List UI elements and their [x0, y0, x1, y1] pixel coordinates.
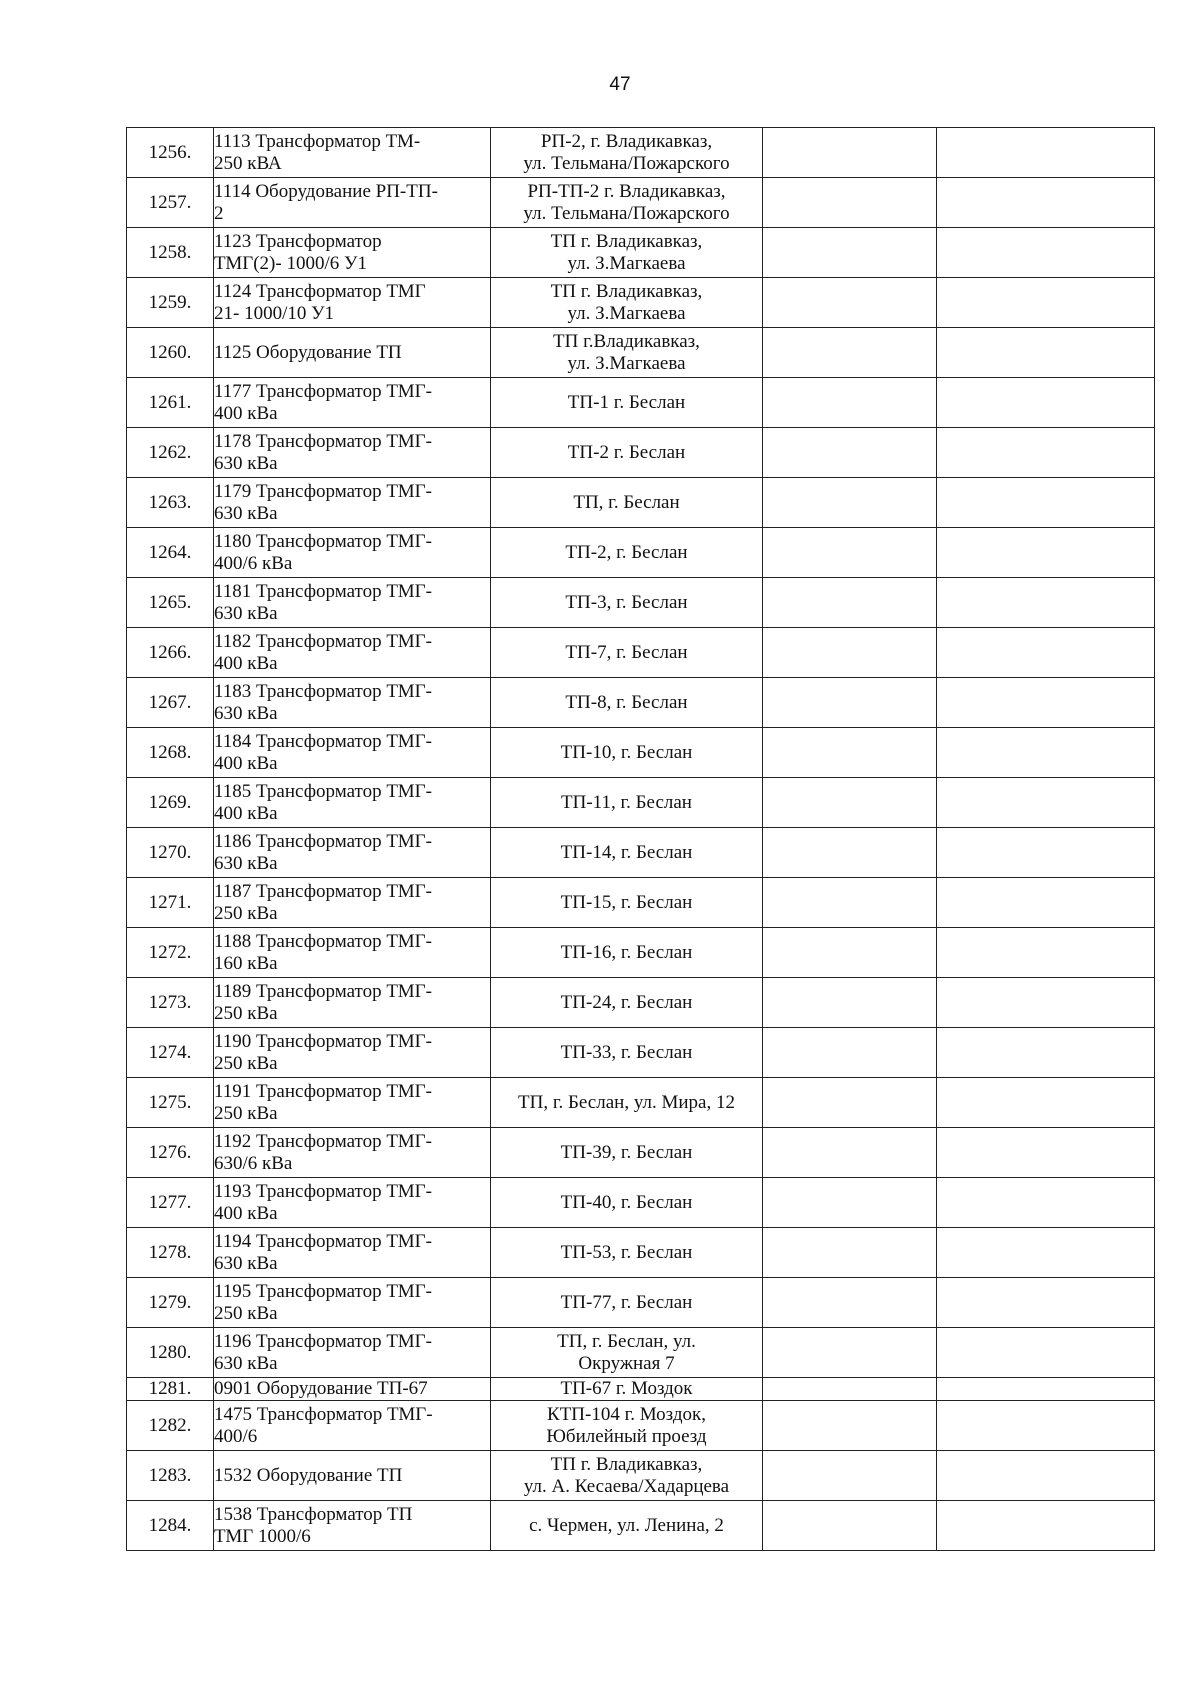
row-number: 1277. — [127, 1178, 214, 1228]
table-row — [127, 728, 1155, 778]
location-cell — [491, 678, 763, 728]
empty-cell — [937, 1078, 1155, 1128]
table-row — [127, 1451, 1155, 1501]
equipment-name-line: 630 кВа — [214, 702, 278, 724]
location-cell — [491, 1228, 763, 1278]
equipment-name-line: 1123 Трансформатор — [214, 230, 382, 252]
equipment-name-line: 630 кВа — [214, 502, 278, 524]
location-line: ТП-1 г. Беслан — [567, 391, 686, 413]
row-number: 1283. — [127, 1451, 214, 1501]
location-cell — [491, 1028, 763, 1078]
equipment-name-cell — [214, 1278, 491, 1328]
empty-cell — [937, 1228, 1155, 1278]
location-line: ТП-53, г. Беслан — [560, 1241, 693, 1263]
location-cell — [491, 878, 763, 928]
row-number: 1284. — [127, 1501, 214, 1551]
empty-cell — [937, 528, 1155, 578]
location-cell — [491, 728, 763, 778]
location-cell — [491, 628, 763, 678]
equipment-name-cell — [214, 328, 491, 378]
empty-cell — [763, 828, 937, 878]
table-row — [127, 978, 1155, 1028]
empty-cell — [763, 978, 937, 1028]
equipment-name-line: 1125 Оборудование ТП — [214, 341, 402, 363]
equipment-name-line: 400 кВа — [214, 1202, 278, 1224]
location-line: ул. З.Магкаева — [567, 252, 686, 274]
equipment-name-cell — [214, 778, 491, 828]
equipment-name-cell — [214, 928, 491, 978]
equipment-name-line: 400 кВа — [214, 402, 278, 424]
row-number: 1260. — [127, 328, 214, 378]
equipment-name-cell — [214, 378, 491, 428]
location-cell — [491, 1128, 763, 1178]
location-line: ТП-11, г. Беслан — [561, 791, 692, 813]
empty-cell — [937, 278, 1155, 328]
empty-cell — [937, 828, 1155, 878]
equipment-name-line: 1475 Трансформатор ТМГ- — [214, 1403, 433, 1425]
equipment-name-line: 400/6 кВа — [214, 552, 293, 574]
row-number: 1263. — [127, 478, 214, 528]
equipment-name-cell — [214, 578, 491, 628]
row-number: 1257. — [127, 178, 214, 228]
location-line: ТП-8, г. Беслан — [565, 691, 688, 713]
location-cell — [491, 278, 763, 328]
equipment-name-cell — [214, 878, 491, 928]
location-cell — [491, 928, 763, 978]
location-line: ТП-3, г. Беслан — [565, 591, 688, 613]
equipment-name-cell — [214, 1178, 491, 1228]
empty-cell — [763, 628, 937, 678]
empty-cell — [937, 1128, 1155, 1178]
location-cell — [491, 428, 763, 478]
equipment-name-line: 1181 Трансформатор ТМГ- — [214, 580, 432, 602]
location-cell — [491, 1178, 763, 1228]
location-cell — [491, 378, 763, 428]
row-number: 1261. — [127, 378, 214, 428]
row-number: 1258. — [127, 228, 214, 278]
location-line: ул. З.Магкаева — [567, 302, 686, 324]
table-row — [127, 1401, 1155, 1451]
empty-cell — [763, 228, 937, 278]
empty-cell — [937, 1401, 1155, 1451]
table-row — [127, 578, 1155, 628]
location-cell — [491, 478, 763, 528]
equipment-name-line: 1195 Трансформатор ТМГ- — [214, 1280, 432, 1302]
table-row — [127, 328, 1155, 378]
equipment-name-line: 21- 1000/10 У1 — [214, 302, 335, 324]
equipment-name-line: 1193 Трансформатор ТМГ- — [214, 1180, 432, 1202]
equipment-name-line: 630 кВа — [214, 1252, 278, 1274]
equipment-name-line: 630 кВа — [214, 852, 278, 874]
equipment-name-cell — [214, 428, 491, 478]
empty-cell — [937, 1028, 1155, 1078]
location-cell — [491, 178, 763, 228]
table-row — [127, 1278, 1155, 1328]
empty-cell — [937, 928, 1155, 978]
table-row — [127, 228, 1155, 278]
equipment-name-line: 1124 Трансформатор ТМГ — [214, 280, 426, 302]
equipment-name-cell — [214, 278, 491, 328]
location-cell — [491, 1278, 763, 1328]
empty-cell — [937, 428, 1155, 478]
location-line: ТП-15, г. Беслан — [560, 891, 693, 913]
empty-cell — [937, 1501, 1155, 1551]
table-row — [127, 1328, 1155, 1378]
equipment-name-line: 400 кВа — [214, 802, 278, 824]
location-line: ТП-2 г. Беслан — [567, 441, 686, 463]
row-number: 1271. — [127, 878, 214, 928]
equipment-name-cell — [214, 1228, 491, 1278]
location-line: ТП-40, г. Беслан — [560, 1191, 693, 1213]
equipment-name-cell — [214, 1378, 491, 1401]
empty-cell — [937, 728, 1155, 778]
equipment-name-line: 1179 Трансформатор ТМГ- — [214, 480, 432, 502]
empty-cell — [763, 1328, 937, 1378]
equipment-name-line: 250 кВа — [214, 1052, 278, 1074]
registry-table — [126, 127, 1155, 1551]
location-line: ТП-2, г. Беслан — [565, 541, 688, 563]
equipment-name-cell — [214, 1401, 491, 1451]
empty-cell — [763, 678, 937, 728]
equipment-name-cell — [214, 128, 491, 178]
location-cell — [491, 528, 763, 578]
row-number: 1259. — [127, 278, 214, 328]
row-number: 1272. — [127, 928, 214, 978]
location-line: ТП г. Владикавказ, — [550, 280, 703, 302]
equipment-name-line: 1187 Трансформатор ТМГ- — [214, 880, 432, 902]
equipment-name-line: 250 кВа — [214, 1302, 278, 1324]
location-cell — [491, 978, 763, 1028]
equipment-name-line: 1177 Трансформатор ТМГ- — [214, 380, 432, 402]
equipment-name-cell — [214, 528, 491, 578]
equipment-name-line: 1532 Оборудование ТП — [214, 1464, 403, 1486]
equipment-name-cell — [214, 228, 491, 278]
empty-cell — [937, 228, 1155, 278]
equipment-name-cell — [214, 628, 491, 678]
equipment-name-line: 1113 Трансформатор ТМ- — [214, 130, 421, 152]
empty-cell — [763, 1128, 937, 1178]
row-number: 1280. — [127, 1328, 214, 1378]
location-line: ТП, г. Беслан, ул. — [557, 1330, 696, 1352]
empty-cell — [763, 478, 937, 528]
table-row — [127, 128, 1155, 178]
equipment-name-cell — [214, 178, 491, 228]
equipment-name-cell — [214, 728, 491, 778]
empty-cell — [937, 1278, 1155, 1328]
row-number: 1278. — [127, 1228, 214, 1278]
table-row — [127, 828, 1155, 878]
empty-cell — [763, 178, 937, 228]
location-line: ТП-16, г. Беслан — [560, 941, 693, 963]
equipment-name-line: 1183 Трансформатор ТМГ- — [214, 680, 432, 702]
empty-cell — [937, 328, 1155, 378]
row-number: 1282. — [127, 1401, 214, 1451]
equipment-name-line: 1191 Трансформатор ТМГ- — [214, 1080, 432, 1102]
table-row — [127, 528, 1155, 578]
location-line: ТП г. Владикавказ, — [550, 1453, 703, 1475]
equipment-name-line: 630 кВа — [214, 1352, 278, 1374]
row-number: 1279. — [127, 1278, 214, 1328]
location-cell — [491, 1328, 763, 1378]
empty-cell — [763, 1228, 937, 1278]
table-row — [127, 1178, 1155, 1228]
table-row — [127, 378, 1155, 428]
equipment-name-line: ТМГ(2)- 1000/6 У1 — [214, 252, 367, 274]
equipment-name-line: 250 кВа — [214, 1002, 278, 1024]
table-row — [127, 678, 1155, 728]
empty-cell — [763, 1178, 937, 1228]
equipment-name-cell — [214, 1128, 491, 1178]
empty-cell — [763, 1378, 937, 1401]
location-cell — [491, 1451, 763, 1501]
empty-cell — [763, 878, 937, 928]
empty-cell — [937, 578, 1155, 628]
equipment-name-line: 1184 Трансформатор ТМГ- — [214, 730, 432, 752]
empty-cell — [937, 878, 1155, 928]
location-line: с. Чермен, ул. Ленина, 2 — [529, 1514, 724, 1536]
location-line: КТП-104 г. Моздок, — [547, 1403, 706, 1425]
row-number: 1276. — [127, 1128, 214, 1178]
empty-cell — [937, 678, 1155, 728]
equipment-name-line: 1189 Трансформатор ТМГ- — [214, 980, 432, 1002]
equipment-name-line: 1188 Трансформатор ТМГ- — [214, 930, 432, 952]
table-row — [127, 778, 1155, 828]
empty-cell — [763, 778, 937, 828]
empty-cell — [763, 278, 937, 328]
empty-cell — [763, 328, 937, 378]
registry-table-body — [127, 128, 1155, 1551]
empty-cell — [763, 928, 937, 978]
table-row — [127, 178, 1155, 228]
empty-cell — [937, 128, 1155, 178]
table-row — [127, 278, 1155, 328]
empty-cell — [763, 1401, 937, 1451]
empty-cell — [937, 778, 1155, 828]
table-row — [127, 1228, 1155, 1278]
equipment-name-line: 1186 Трансформатор ТМГ- — [214, 830, 432, 852]
location-cell — [491, 228, 763, 278]
empty-cell — [763, 1078, 937, 1128]
equipment-name-cell — [214, 828, 491, 878]
equipment-name-cell — [214, 1451, 491, 1501]
empty-cell — [763, 378, 937, 428]
row-number: 1256. — [127, 128, 214, 178]
location-cell — [491, 128, 763, 178]
equipment-name-line: 400 кВа — [214, 652, 278, 674]
equipment-name-cell — [214, 678, 491, 728]
table-row — [127, 1128, 1155, 1178]
row-number: 1269. — [127, 778, 214, 828]
location-line: ТП-77, г. Беслан — [560, 1291, 693, 1313]
empty-cell — [763, 578, 937, 628]
location-line: ТП-7, г. Беслан — [565, 641, 688, 663]
location-line: ТП-10, г. Беслан — [560, 741, 693, 763]
equipment-name-line: 1190 Трансформатор ТМГ- — [214, 1030, 432, 1052]
equipment-name-line: 1180 Трансформатор ТМГ- — [214, 530, 432, 552]
row-number: 1275. — [127, 1078, 214, 1128]
equipment-name-line: 1114 Оборудование РП-ТП- — [214, 180, 438, 202]
row-number: 1264. — [127, 528, 214, 578]
location-cell — [491, 1078, 763, 1128]
table-row — [127, 428, 1155, 478]
location-line: ТП-33, г. Беслан — [560, 1041, 693, 1063]
row-number: 1266. — [127, 628, 214, 678]
equipment-name-cell — [214, 478, 491, 528]
empty-cell — [763, 1028, 937, 1078]
table-row — [127, 1501, 1155, 1551]
equipment-name-line: 1194 Трансформатор ТМГ- — [214, 1230, 432, 1252]
location-line: ТП г.Владикавказ, — [553, 330, 700, 352]
equipment-name-line: 630 кВа — [214, 602, 278, 624]
location-cell — [491, 578, 763, 628]
equipment-name-line: 1185 Трансформатор ТМГ- — [214, 780, 432, 802]
equipment-name-cell — [214, 1028, 491, 1078]
location-cell — [491, 778, 763, 828]
empty-cell — [763, 1451, 937, 1501]
empty-cell — [937, 628, 1155, 678]
table-row — [127, 1028, 1155, 1078]
location-line: ТП г. Владикавказ, — [550, 230, 703, 252]
empty-cell — [763, 1501, 937, 1551]
empty-cell — [937, 178, 1155, 228]
equipment-name-line: 250 кВа — [214, 902, 278, 924]
equipment-name-line: 2 — [214, 202, 224, 224]
equipment-name-cell — [214, 1501, 491, 1551]
equipment-name-line: 1192 Трансформатор ТМГ- — [214, 1130, 432, 1152]
table-row — [127, 1078, 1155, 1128]
location-cell — [491, 828, 763, 878]
row-number: 1273. — [127, 978, 214, 1028]
equipment-name-line: 0901 Оборудование ТП-67 — [214, 1378, 428, 1399]
location-line: ул. А. Кесаева/Хадарцева — [523, 1475, 730, 1497]
location-line: РП-2, г. Владикавказ, — [540, 130, 713, 152]
location-line: ТП, г. Беслан, ул. Мира, 12 — [518, 1091, 735, 1113]
empty-cell — [937, 378, 1155, 428]
table-row — [127, 878, 1155, 928]
equipment-name-line: 1538 Трансформатор ТП — [214, 1503, 413, 1525]
table-row — [127, 628, 1155, 678]
empty-cell — [763, 128, 937, 178]
row-number: 1274. — [127, 1028, 214, 1078]
empty-cell — [937, 478, 1155, 528]
empty-cell — [763, 528, 937, 578]
empty-cell — [937, 1378, 1155, 1401]
equipment-name-cell — [214, 978, 491, 1028]
equipment-name-line: 250 кВа — [214, 1102, 278, 1124]
empty-cell — [937, 1451, 1155, 1501]
equipment-name-line: 630/6 кВа — [214, 1152, 293, 1174]
empty-cell — [937, 1328, 1155, 1378]
equipment-name-cell — [214, 1328, 491, 1378]
row-number: 1281. — [127, 1378, 214, 1401]
equipment-name-cell — [214, 1078, 491, 1128]
location-cell — [491, 1501, 763, 1551]
location-cell — [491, 1378, 763, 1401]
equipment-name-line: 160 кВа — [214, 952, 278, 974]
equipment-name-line: 400/6 — [214, 1425, 258, 1447]
location-line: ТП-24, г. Беслан — [560, 991, 693, 1013]
equipment-name-line: 1178 Трансформатор ТМГ- — [214, 430, 432, 452]
table-row — [127, 1378, 1155, 1401]
row-number: 1265. — [127, 578, 214, 628]
location-line: ТП-67 г. Моздок — [560, 1378, 693, 1399]
location-line: ТП-39, г. Беслан — [560, 1141, 693, 1163]
row-number: 1270. — [127, 828, 214, 878]
empty-cell — [763, 428, 937, 478]
equipment-name-line: ТМГ 1000/6 — [214, 1525, 311, 1547]
location-line: Юбилейный проезд — [546, 1425, 707, 1447]
equipment-name-line: 250 кВА — [214, 152, 282, 174]
location-line: ул. Тельмана/Пожарского — [523, 152, 730, 174]
location-line: ул. З.Магкаева — [567, 352, 686, 374]
row-number: 1262. — [127, 428, 214, 478]
table-row — [127, 928, 1155, 978]
page-number: 47 — [609, 74, 631, 95]
location-line: ул. Тельмана/Пожарского — [523, 202, 730, 224]
equipment-name-line: 400 кВа — [214, 752, 278, 774]
empty-cell — [763, 728, 937, 778]
location-line: ТП-14, г. Беслан — [560, 841, 693, 863]
location-line: РП-ТП-2 г. Владикавказ, — [527, 180, 726, 202]
row-number: 1268. — [127, 728, 214, 778]
empty-cell — [937, 1178, 1155, 1228]
location-line: Окружная 7 — [578, 1352, 675, 1374]
table-row — [127, 478, 1155, 528]
location-line: ТП, г. Беслан — [573, 491, 680, 513]
equipment-name-line: 1182 Трансформатор ТМГ- — [214, 630, 432, 652]
location-cell — [491, 328, 763, 378]
empty-cell — [937, 978, 1155, 1028]
location-cell — [491, 1401, 763, 1451]
equipment-name-line: 630 кВа — [214, 452, 278, 474]
empty-cell — [763, 1278, 937, 1328]
row-number: 1267. — [127, 678, 214, 728]
equipment-name-line: 1196 Трансформатор ТМГ- — [214, 1330, 432, 1352]
